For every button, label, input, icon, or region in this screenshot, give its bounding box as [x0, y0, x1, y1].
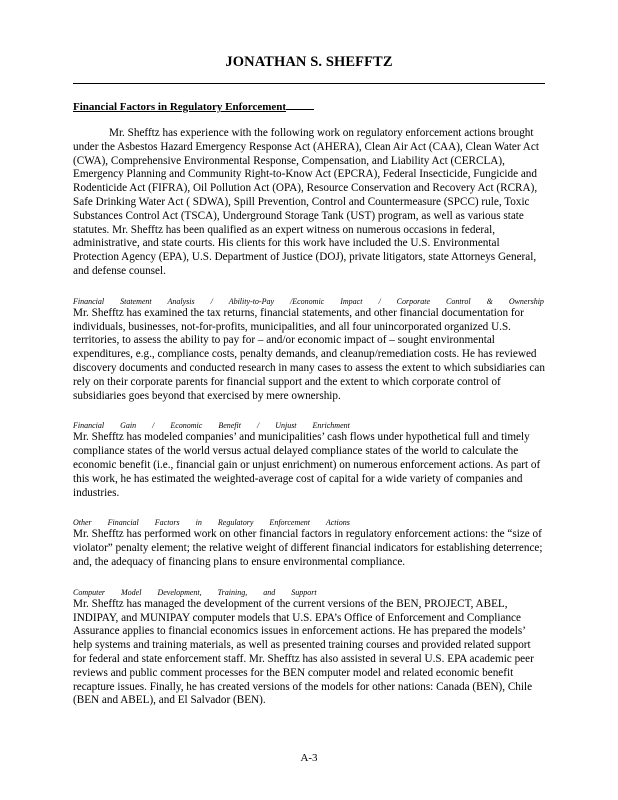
subsection-body: Mr. Shefftz has examined the tax returns, financial statements, and other financial documentation for individuals, businesses, not-for-profits, municipalities, and all four unincorporated organized U.S. territories, to assess the ability to pay for – and/or economic impact of – sought environmental expenditures, e.g., compliance costs, penalty demands, and cleanup/remediation costs. He has reviewed discovery documents and conducted research in many cases to assess the extent to which subsidiaries can rely on their corporate parents for financial support and the extent to which corporate control of subsidiaries goes beyond that exercised by mere ownership. [73, 306, 545, 402]
spacer [73, 500, 545, 518]
subsection-heading: Computer Model Development, Training, and Support [73, 587, 317, 597]
document-body [73, 127, 545, 708]
subsection-heading: Other Financial Factors in Regulatory Enforcement Actions [73, 518, 350, 528]
intro-paragraph: Mr. Shefftz has experience with the following work on regulatory enforcement actions brought under the Asbestos Hazard Emergency Response Act (AHERA), Clean Air Act (CAA), Clean Water Act (CWA), Comprehensive Environmental Response, Compensation, and Liability Act (CERCLA), Emergency Planning and Community Right-to-Know Act (EPCRA), Federal Insecticide, Fungicide and Rodenticide Act (FIFRA), Oil Pollution Act (OPA), Resource Conservation and Recovery Act (RCRA), Safe Drinking Water Act ( SDWA), Spill Prevention, Control and Countermeasure (SPCC) rule, Toxic Substances Control Act (TSCA), Underground Storage Tank (UST) program, as well as various state statutes. Mr. Shefftz has been qualified as an expert witness on numerous occasions in federal, administrative, and state courts. His clients for this work have included the U.S. Environmental Protection Agency (EPA), U.S. Department of Justice (DOJ), private litigators, state Attorneys General, and defense counsel. [73, 127, 539, 277]
subsection-body: Mr. Shefftz has performed work on other financial factors in regulatory enforcement actions: the “size of violator” penalty element; the relative weight of different financial indicators for establishing deterrence; and, the adequacy of financing plans to ensure environmental compliance. [73, 528, 543, 568]
page-number: A-3 [300, 752, 318, 764]
title-rule [73, 83, 545, 84]
subsection-heading: Financial Statement Analysis / Ability-to-Pay /Economic Impact / Corporate Control & Ownership [73, 296, 544, 306]
spacer [73, 279, 545, 297]
section-heading [73, 99, 314, 113]
subsection-body: Mr. Shefftz has modeled companies’ and municipalities’ cash flows under hypothetical full and timely compliance states of the world versus actual delayed compliance states of the world to calculate the economic benefit (i.e., financial gain or unjust enrichment) on numerous enforcement actions. As part of this work, he has estimated the weighted-average cost of capital for a wide variety of companies and industries. [73, 431, 541, 499]
section-heading-text: Financial Factors in Regulatory Enforcement [73, 101, 287, 113]
subsection-heading: Financial Gain / Economic Benefit / Unjust Enrichment [73, 421, 350, 431]
spacer [73, 570, 545, 588]
section-heading-underline [286, 99, 314, 110]
subsection-body: Mr. Shefftz has managed the development of the current versions of the BEN, PROJECT, ABEL, INDIPAY, and MUNIPAY computer models that U.S. EPA’s Office of Enforcement and Compliance Assurance applies to financial economics issues in enforcement actions. He has prepared the models’ help systems and training materials, as well as presented training courses and provided related support for federal and state enforcement staff. Mr. Shefftz has also assisted in several U.S. EPA academic peer reviews and public comment processes for the BEN computer model and related economic benefit recapture issues. Finally, he has created versions of the models for other nations: Canada (BEN), Chile (BEN and ABEL), and El Salvador (BEN). [73, 597, 534, 707]
page-title: JONATHAN S. SHEFFTZ [225, 54, 393, 70]
spacer [73, 403, 545, 421]
